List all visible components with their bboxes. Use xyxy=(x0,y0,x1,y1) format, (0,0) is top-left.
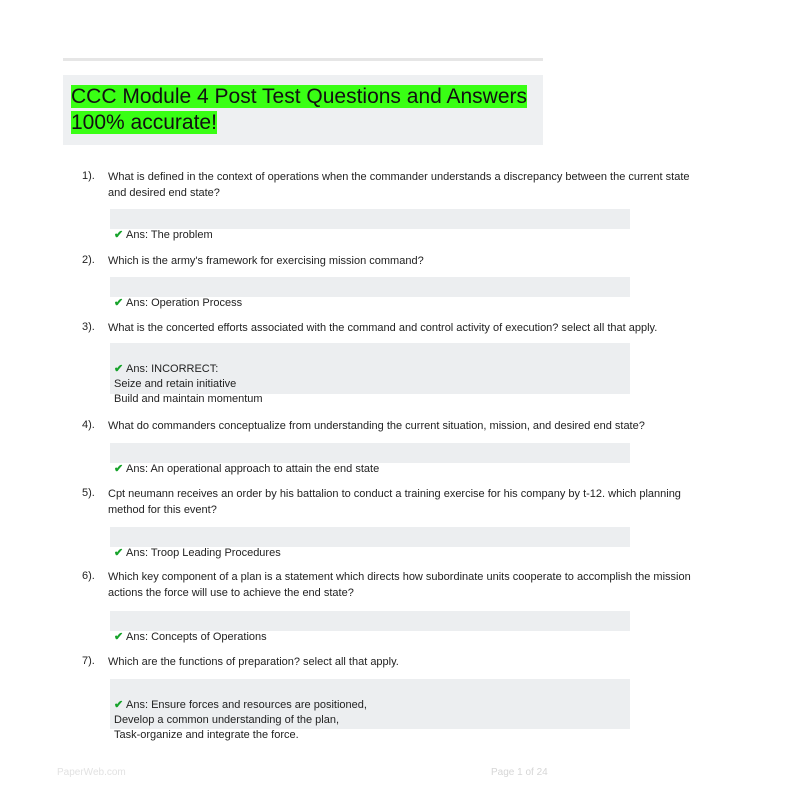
answer-text: Ans: INCORRECT: Seize and retain initiative Build and maintain momentum xyxy=(114,363,263,405)
page-title: CCC Module 4 Post Test Questions and Answers 100% accurate! xyxy=(71,85,528,134)
question-number: 7). xyxy=(82,655,95,667)
question-text: What is defined in the context of operations when the commander understands a discrepancy between the current state and desired end state? xyxy=(108,171,690,199)
question-number: 4). xyxy=(82,419,95,431)
question-number: 1). xyxy=(82,170,95,182)
question-text: What do commanders conceptualize from understanding the current situation, mission, and desired end state? xyxy=(108,420,645,432)
answer-box xyxy=(110,343,630,405)
answer-box xyxy=(110,277,630,309)
question-text: Cpt neumann receives an order by his battalion to conduct a training exercise for his company by t-12. which planning method for this event? xyxy=(108,488,681,516)
question-number: 6). xyxy=(82,570,95,582)
answer-box xyxy=(110,527,630,559)
footer-site: PaperWeb.com xyxy=(57,767,126,778)
answer-text: Ans: An operational approach to attain the end state xyxy=(126,463,380,475)
check-icon: ✔ xyxy=(114,297,124,309)
question-number: 2). xyxy=(82,254,95,266)
answer-box xyxy=(110,209,630,241)
answer-box xyxy=(110,679,630,741)
answer-box xyxy=(110,611,630,643)
page-number: Page 1 of 24 xyxy=(491,767,548,778)
check-icon: ✔ xyxy=(114,229,124,241)
check-icon: ✔ xyxy=(114,631,124,643)
answer-text: Ans: Troop Leading Procedures xyxy=(126,547,281,559)
answer-box xyxy=(110,443,630,475)
question-text: Which is the army's framework for exercising mission command? xyxy=(108,255,424,267)
top-rule xyxy=(63,58,543,61)
check-icon: ✔ xyxy=(114,463,124,475)
answer-text: Ans: Concepts of Operations xyxy=(126,631,267,643)
answer-text: Ans: The problem xyxy=(126,229,213,241)
answer-text: Ans: Operation Process xyxy=(126,297,243,309)
question-text: Which are the functions of preparation? select all that apply. xyxy=(108,656,399,668)
question-text: Which key component of a plan is a statement which directs how subordinate units cooperate to accomplish the mission actions the force will use to achieve the end state? xyxy=(108,571,691,599)
answer-text: Ans: Ensure forces and resources are positioned, Develop a common understanding of the plan, Task-organize and integrate the force. xyxy=(114,699,367,741)
check-icon: ✔ xyxy=(114,363,124,375)
check-icon: ✔ xyxy=(114,699,124,711)
question-text: What is the concerted efforts associated with the command and control activity of execution? select all that apply. xyxy=(108,322,658,334)
check-icon: ✔ xyxy=(114,547,124,559)
title-box xyxy=(63,75,543,145)
question-number: 5). xyxy=(82,487,95,499)
question-number: 3). xyxy=(82,321,95,333)
